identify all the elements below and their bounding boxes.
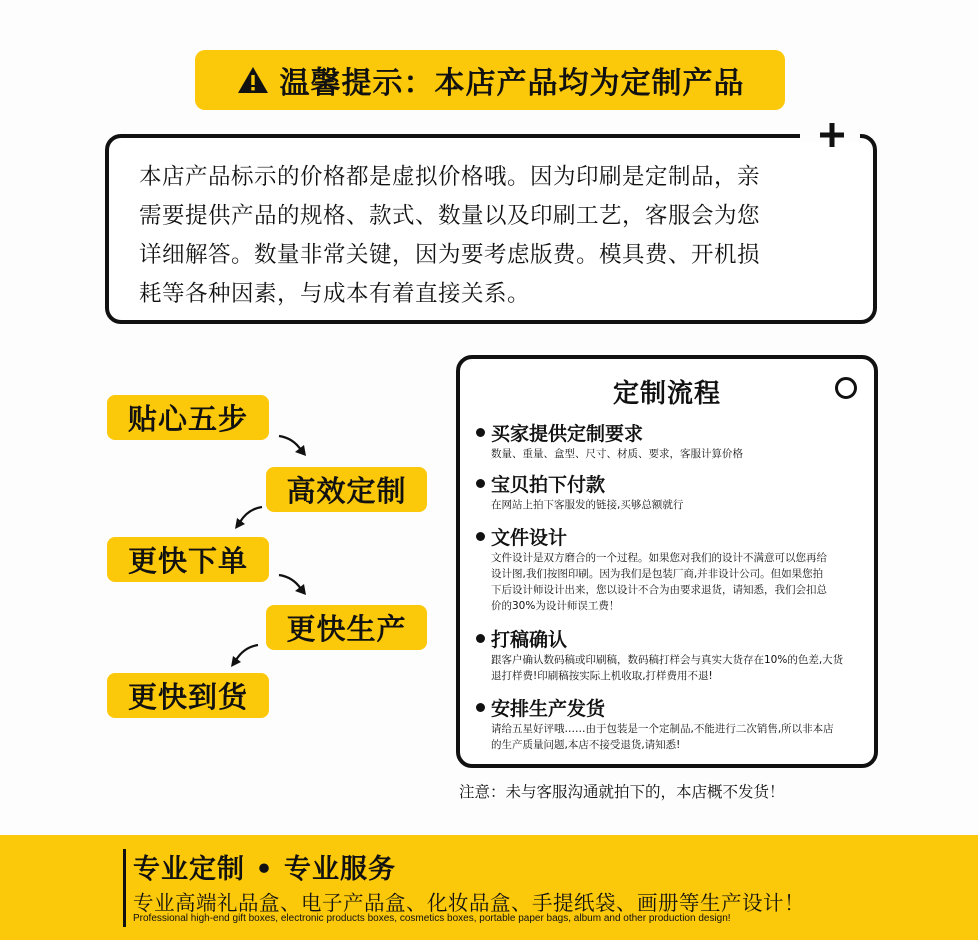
process-step (476, 523, 866, 614)
intro-box (105, 134, 877, 324)
process-step (476, 470, 866, 513)
process-step-desc (476, 550, 866, 614)
process-step-title: 买家提供定制要求 (491, 423, 644, 445)
desc-line: 在网站上拍下客服发的链接,买够总额就行 (491, 499, 684, 511)
notice-text: 温馨提示：本店产品均为定制产品 (279, 66, 745, 101)
process-step-desc (476, 721, 866, 753)
process-step-title: 文件设计 (491, 527, 568, 549)
desc-line: 的生产质量问题,本店不接受退货,请知悉! (491, 739, 681, 751)
bullet-icon (476, 634, 485, 643)
step-tag-3: 更快下单 (107, 537, 269, 582)
intro-line: 详细解答。数量非常关键，因为要考虑版费。模具费、开机损 (139, 242, 761, 268)
desc-line: 退打样费!印刷稿按实际上机收取,打样费用不退! (491, 670, 713, 682)
desc-line: 下后设计师设计出来，您以设计不合为由要求退货，请知悉，我们会扣总 (491, 584, 827, 596)
notice-banner (195, 50, 785, 110)
process-card (456, 355, 878, 768)
warning-icon (236, 65, 270, 95)
arrow-down-left-icon (224, 641, 264, 671)
footer-english: Professional high-end gift boxes, electronic products boxes, cosmetics boxes, portable paper bags, album and other production design! (133, 913, 731, 924)
footer-subtitle: 专业高端礼品盒、电子产品盒、化妆品盒、手提纸袋、画册等生产设计！ (133, 891, 805, 915)
step-tag-2: 高效定制 (266, 467, 427, 512)
process-step-title: 安排生产发货 (491, 698, 606, 720)
desc-line: 请给五星好评哦……由于包装是一个定制品,不能进行二次销售,所以非本店 (491, 723, 834, 735)
step-tag-4: 更快生产 (266, 605, 427, 650)
arrow-down-right-icon (275, 430, 315, 460)
plus-icon (817, 120, 847, 150)
bullet-icon (476, 428, 485, 437)
desc-line: 设计图,我们按图印刷。因为我们是包装厂商,并非设计公司。但如果您拍 (491, 568, 824, 580)
arrow-down-left-icon (228, 503, 268, 533)
process-step (476, 694, 866, 753)
process-step (476, 419, 866, 462)
footer-divider (123, 849, 126, 927)
process-step-desc (476, 497, 866, 513)
step-tag-1: 贴心五步 (107, 395, 269, 440)
process-step-title: 宝贝拍下付款 (491, 474, 606, 496)
bullet-icon (476, 479, 485, 488)
bullet-icon (476, 532, 485, 541)
step-tag-5: 更快到货 (107, 673, 269, 718)
desc-line: 数量、重量、盒型、尺寸、材质、要求，客服计算价格 (491, 448, 743, 460)
footer-title: 专业定制 • 专业服务 (133, 854, 397, 885)
bottom-note: 注意：未与客服沟通就拍下的，本店概不发货！ (459, 783, 785, 801)
process-title: 定制流程 (612, 379, 721, 409)
circle-icon (835, 377, 857, 399)
intro-line: 需要提供产品的规格、款式、数量以及印刷工艺，客服会为您 (139, 203, 761, 229)
process-step-desc (476, 652, 866, 684)
process-step-desc (476, 446, 866, 462)
arrow-down-right-icon (275, 569, 315, 599)
process-step-title: 打稿确认 (491, 629, 568, 651)
desc-line: 跟客户确认数码稿或印刷稿，数码稿打样会与真实大货存在10%的色差,大货 (491, 654, 844, 666)
desc-line: 价的30%为设计师误工费！ (491, 600, 620, 612)
footer-banner (0, 835, 978, 940)
bullet-icon (476, 703, 485, 712)
process-step (476, 625, 866, 684)
intro-text (139, 158, 845, 314)
intro-line: 本店产品标示的价格都是虚拟价格哦。因为印刷是定制品，亲 (139, 164, 761, 190)
intro-line: 耗等各种因素，与成本有着直接关系。 (139, 281, 531, 307)
desc-line: 文件设计是双方磨合的一个过程。如果您对我们的设计不满意可以您再给 (491, 552, 827, 564)
